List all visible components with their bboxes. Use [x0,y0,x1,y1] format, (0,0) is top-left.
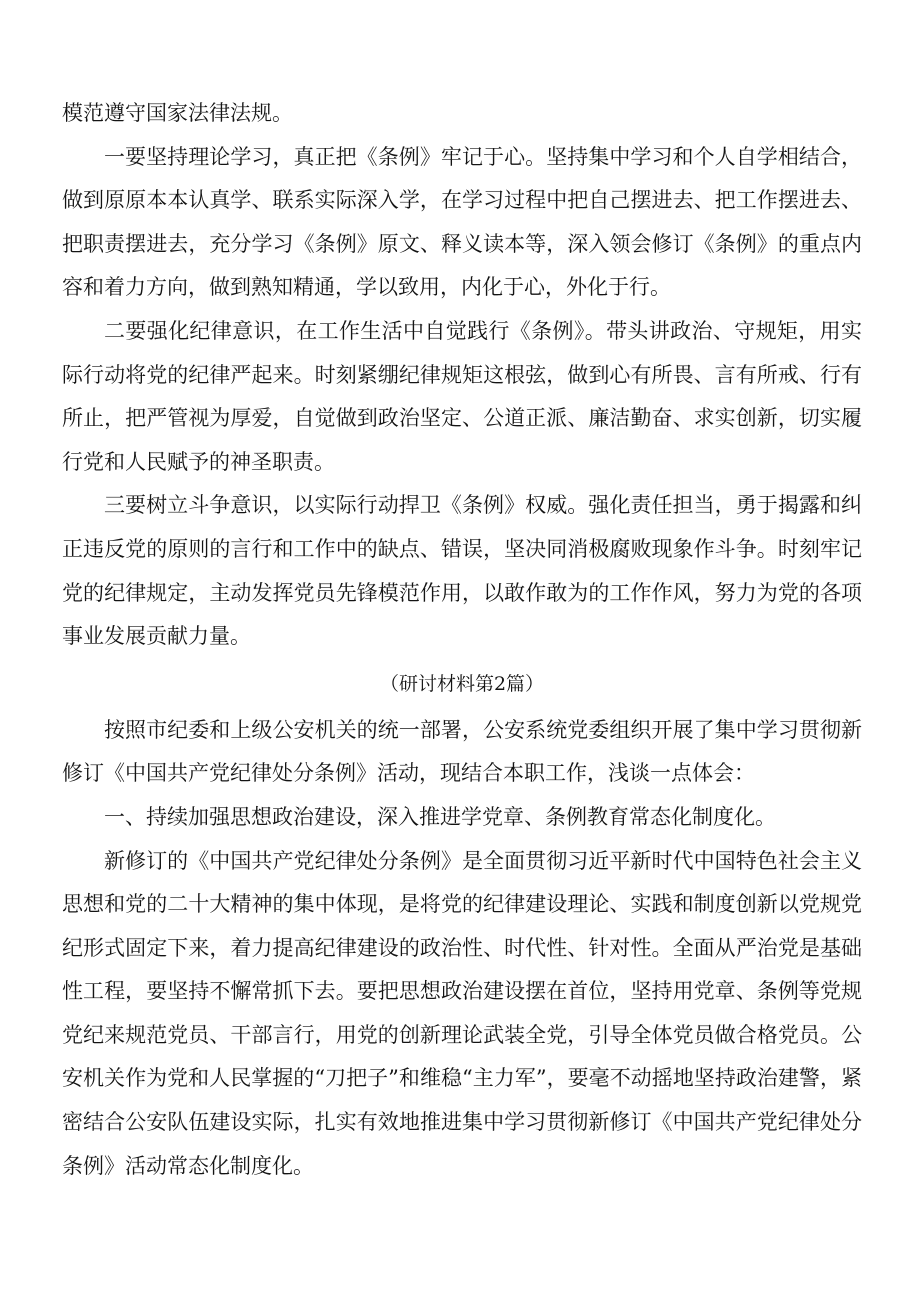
paragraph-struggle-awareness: 三要树立斗争意识，以实际行动捍卫《条例》权威。强化责任担当，勇于揭露和纠正违反党的原则的言行和工作中的缺点、错误，坚决同消极腐败现象作斗争。时刻牢记党的纪律规定，主动发挥党员先锋模范作用，以敢作敢为的工作作风，努力为党的各项事业发展贡献力量。 [62,493,862,649]
paragraph-point-one-title: 一、持续加强思想政治建设，深入推进学党章、条例教育常态化制度化。 [104,804,776,829]
paragraph-point-one-body: 新修订的《中国共产党纪律处分条例》是全面贯彻习近平新时代中国特色社会主义思想和党的二十大精神的集中体现，是将党的纪律建设理论、实践和制度创新以党规党纪形式固定下来，着力提高纪律建设的政治性、时代性、针对性。全面从严治党是基础性工程，要坚持不懈常抓下去。要把思想政治建设摆在首位，坚持用党章、条例等党规党纪来规范党员、干部言行，用党的创新理论武装全党，引导全体党员做合格党员。公安机关作为党和人民掌握的“刀把子”和维稳“主力军”，要毫不动摇地坚持政治建警，紧密结合公安队伍建设实际，扎实有效地推进集中学习贯彻新修订《中国共产党纪律处分条例》活动常态化制度化。 [62,848,862,1178]
paragraph-discipline-awareness: 二要强化纪律意识，在工作生活中自觉践行《条例》。带头讲政治、守规矩，用实际行动将党的纪律严起来。时刻紧绷纪律规矩这根弦，做到心有所畏、言有所戒、行有所止，把严管视为厚爱，自觉做到政治坚定、公道正派、廉洁勤奋、求实创新，切实履行党和人民赋予的神圣职责。 [62,318,862,474]
paragraph-theory-study: 一要坚持理论学习，真正把《条例》牢记于心。坚持集中学习和个人自学相结合，做到原原本本认真学、联系实际深入学，在学习过程中把自己摆进去、把工作摆进去、把职责摆进去，充分学习《条例》原文、释义读本等，深入领会修订《条例》的重点内容和着力方向，做到熟知精通，学以致用，内化于心，外化于行。 [62,144,862,300]
paragraph-intro: 按照市纪委和上级公安机关的统一部署，公安系统党委组织开展了集中学习贯彻新修订《中国共产党纪律处分条例》活动，现结合本职工作，浅谈一点体会： [62,717,862,786]
paragraph-continuation: 模范遵守国家法律法规。 [62,101,293,125]
section-heading: （研讨材料第2篇） [379,672,545,695]
document-page [62,92,862,1188]
